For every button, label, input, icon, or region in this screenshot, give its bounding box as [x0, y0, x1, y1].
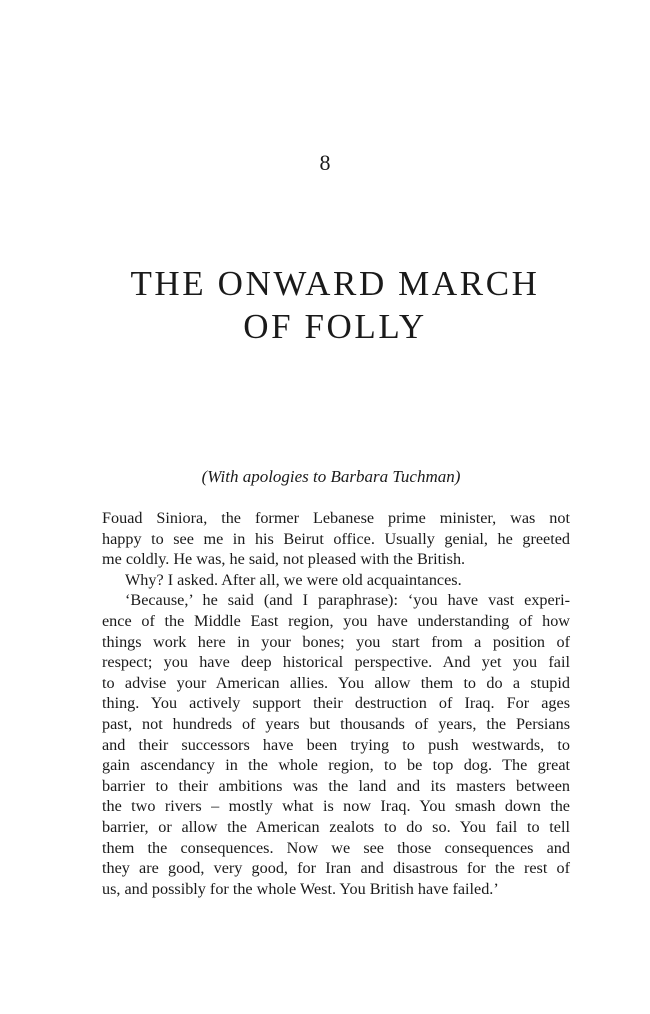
chapter-number: 8: [319, 150, 331, 175]
text-line: me coldly. He was, he said, not pleased with the British.: [102, 550, 466, 569]
chapter-title: [0, 262, 650, 348]
epigraph: (With apologies to Barbara Tuchman): [201, 467, 461, 486]
text-line: Fouad Siniora, the former Lebanese prime minister, was not: [102, 509, 570, 527]
text-line: them the consequences. Now we see those consequences and: [102, 838, 570, 857]
body-text: [102, 508, 570, 899]
text-line: ‘Because,’ he said (and I paraphrase): ‘you have vast experi-: [125, 591, 570, 610]
paragraph: [102, 508, 570, 570]
text-line: past, not hundreds of years but thousands of years, the Persians: [102, 714, 570, 733]
text-line: the two rivers – mostly what is now Iraq. You smash down the: [102, 797, 570, 816]
text-line: respect; you have deep historical perspective. And yet you fail: [102, 653, 570, 672]
text-line: thing. You actively support their destruction of Iraq. For ages: [102, 694, 570, 713]
text-line: Why? I asked. After all, we were old acquaintances.: [125, 570, 462, 589]
text-line: barrier to their ambitions was the land and its masters between: [102, 776, 570, 795]
paragraph: [102, 570, 570, 591]
text-line: they are good, very good, for Iran and disastrous for the rest of: [102, 859, 570, 878]
text-line: gain ascendancy in the whole region, to be top dog. The great: [102, 756, 570, 775]
text-line: and their successors have been trying to push westwards, to: [102, 735, 570, 754]
text-line: to advise your American allies. You allow them to do a stupid: [102, 673, 570, 692]
text-line: us, and possibly for the whole West. You British have failed.’: [102, 879, 499, 898]
text-line: ence of the Middle East region, you have understanding of how: [102, 611, 570, 630]
chapter-title-line: THE ONWARD MARCH: [130, 264, 540, 303]
text-line: barrier, or allow the American zealots to do so. You fail to tell: [102, 817, 570, 836]
text-line: happy to see me in his Beirut office. Usually genial, he greeted: [102, 529, 570, 548]
chapter-title-line: OF FOLLY: [243, 307, 427, 346]
paragraph: [102, 590, 570, 899]
text-line: things work here in your bones; you start from a position of: [102, 632, 570, 651]
